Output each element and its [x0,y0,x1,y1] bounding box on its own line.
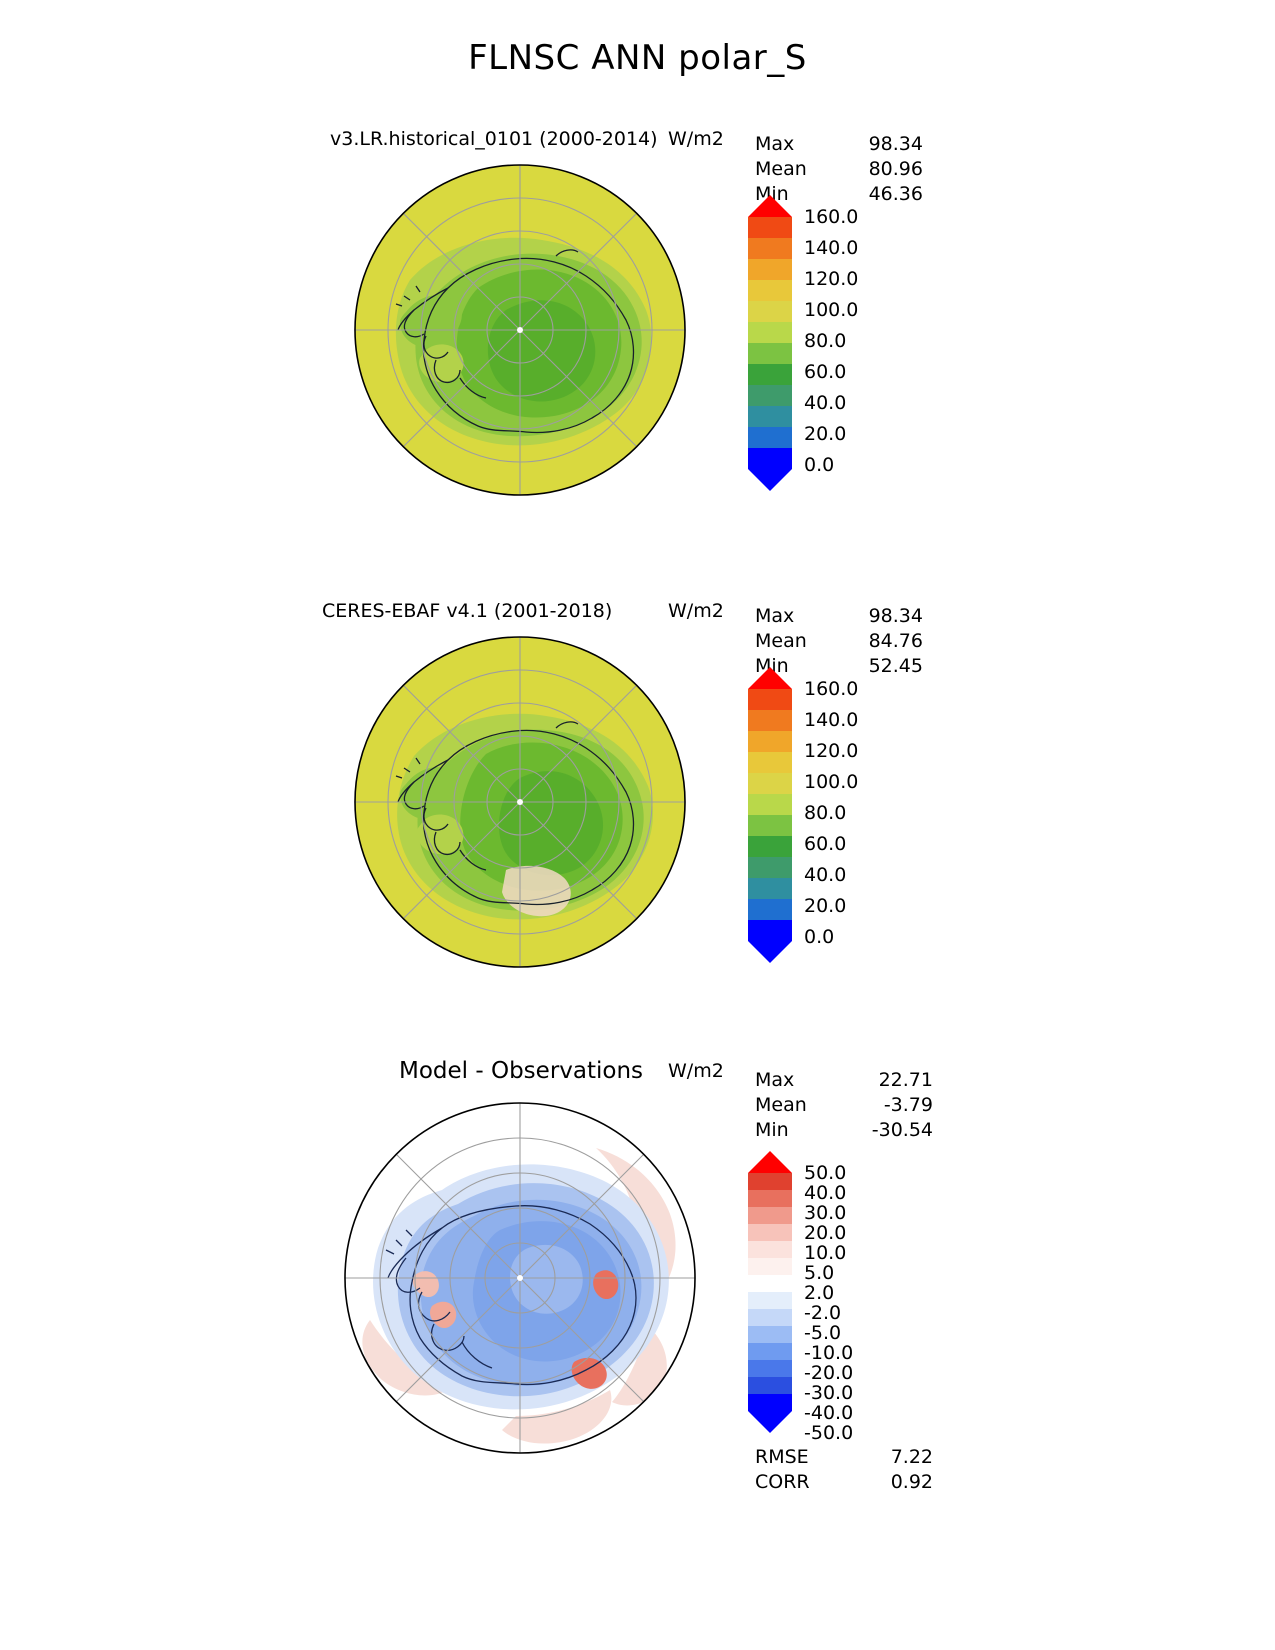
stat-label-mean: Mean [755,158,807,180]
stat-value-max: 98.34 [868,133,923,155]
units-label-model: W/m2 [668,128,724,150]
page-title: FLNSC ANN polar_S [468,38,807,78]
panel-title-difference: Model - Observations [399,1058,644,1084]
polar-map-observations [310,632,730,972]
stat-label-min: Min [755,183,789,205]
stat-label-mean: Mean [755,630,807,652]
stat-value-min: 52.45 [868,655,923,677]
stat-value-rmse: 7.22 [890,1446,933,1468]
stat-label-min: Min [755,655,789,677]
stat-label-mean: Mean [755,1094,807,1116]
panel-title-model: v3.LR.historical_0101 (2000-2014) [330,128,658,150]
stat-label-corr: CORR [755,1471,810,1493]
stat-label-max: Max [755,605,795,627]
stats-difference [755,1068,933,1143]
stat-value-corr: 0.92 [890,1471,933,1493]
colorbar-gradient-observations [748,667,792,963]
stat-label-rmse: RMSE [755,1446,809,1468]
units-label-difference: W/m2 [668,1060,724,1082]
stat-value-max: 98.34 [868,605,923,627]
stat-value-mean: 80.96 [868,158,923,180]
colorbar-gradient-difference [748,1151,792,1433]
stat-value-mean: -3.79 [883,1094,933,1116]
polar-map-model [310,160,730,500]
stat-value-mean: 84.76 [868,630,923,652]
units-label-observations: W/m2 [668,600,724,622]
stat-label-max: Max [755,1069,795,1091]
polar-map-difference [310,1098,730,1468]
stat-value-max: 22.71 [878,1069,933,1091]
stat-value-min: -30.54 [871,1119,933,1141]
panel-title-observations: CERES-EBAF v4.1 (2001-2018) [322,600,613,622]
colorbar-gradient-model [748,195,792,491]
skill-scores [755,1445,933,1495]
stat-value-min: 46.36 [868,183,923,205]
stat-label-min: Min [755,1119,789,1141]
stat-label-max: Max [755,133,795,155]
